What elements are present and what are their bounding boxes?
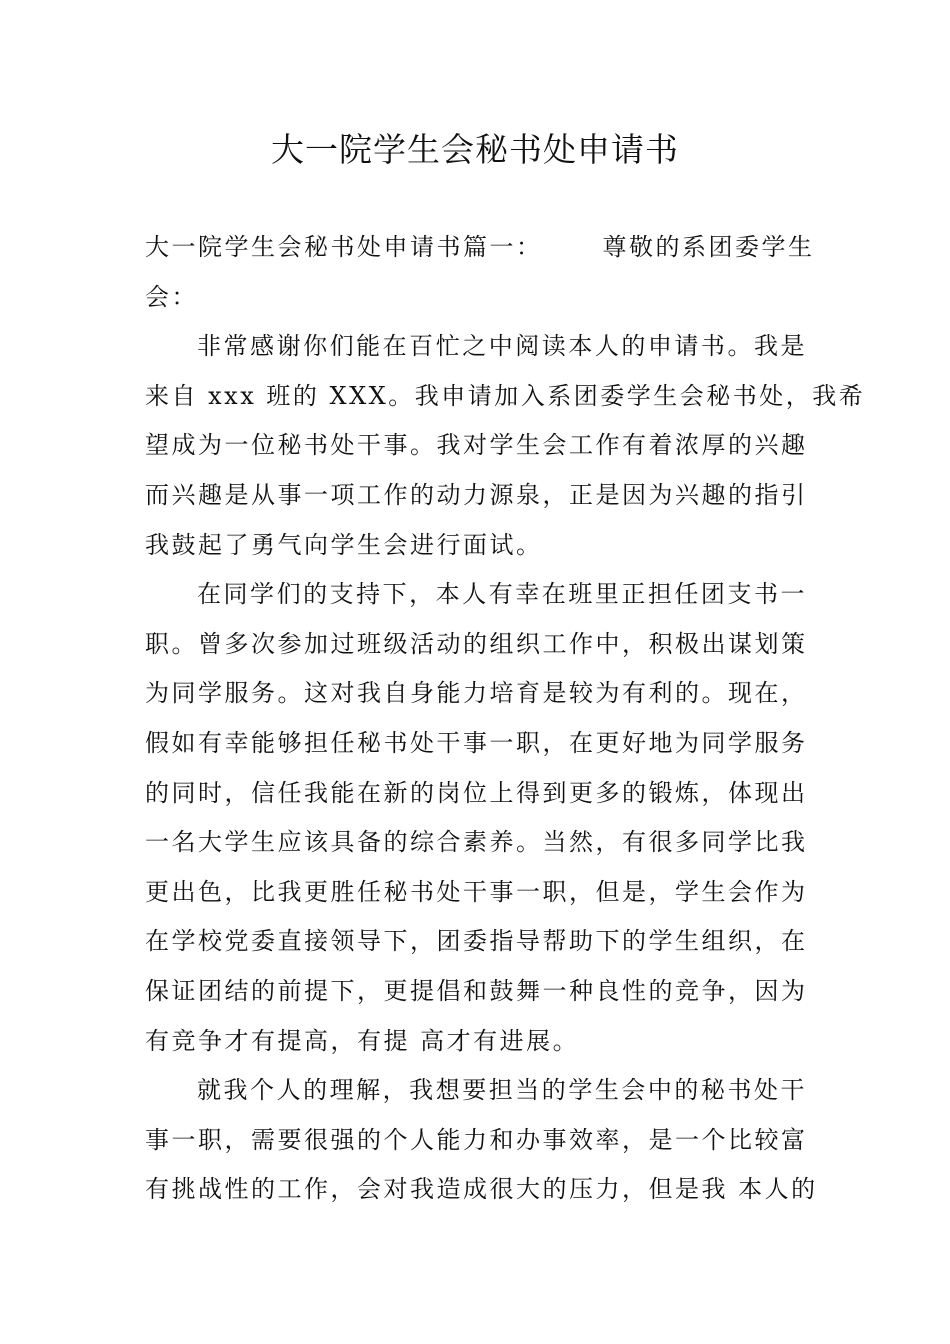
paragraph-line: 非常感谢你们能在百忙之中阅读本人的申请书。我是: [197, 332, 807, 361]
paragraph-line: 望成为一位秘书处干事。我对学生会工作有着浓厚的兴趣: [145, 431, 808, 460]
document-body: [145, 223, 866, 1215]
paragraph-line: 有挑战性的工作，会对我造成很大的压力，但是我 本人的: [145, 1175, 818, 1204]
paragraph-line: 职。曾多次参加过班级活动的组织工作中，积极出谋划策: [145, 629, 808, 658]
paragraph-line: 来自 xxx 班的 XXX。我申请加入系团委学生会秘书处，我希: [145, 381, 866, 410]
paragraph-line: 而兴趣是从事一项工作的动力源泉，正是因为兴趣的指引: [145, 480, 808, 509]
document-title: 大一院学生会秘书处申请书: [271, 130, 679, 169]
paragraph-line: 在学校党委直接领导下，团委指导帮助下的学生组织，在: [145, 927, 808, 956]
paragraph-line: 一名大学生应该具备的综合素养。当然，有很多同学比我: [145, 828, 808, 857]
paragraph-line: 保证团结的前提下，更提倡和鼓舞一种良性的竞争，因为: [145, 976, 808, 1005]
salutation-part1: 尊敬的系团委学生: [602, 233, 815, 261]
intro-line: [145, 223, 815, 273]
paragraph-line: 的同时，信任我能在新的岗位上得到更多的锻炼，体现出: [145, 778, 808, 807]
intro-heading: 大一院学生会秘书处申请书篇一：: [145, 233, 543, 261]
paragraph-line: 假如有幸能够担任秘书处干事一职，在更好地为同学服务: [145, 728, 808, 757]
paragraph-line: 有竞争才有提高，有提 高才有进展。: [145, 1026, 580, 1055]
paragraph-line: 我鼓起了勇气向学生会进行面试。: [145, 530, 543, 559]
salutation-part2: 会：: [145, 282, 198, 311]
paragraph-line: 更出色，比我更胜任秘书处干事一职，但是，学生会作为: [145, 877, 808, 906]
paragraph-line: 事一职，需要很强的个人能力和办事效率，是一个比较富: [145, 1125, 808, 1154]
paragraph-line: 就我个人的理解，我想要担当的学生会中的秘书处干: [197, 1076, 807, 1105]
paragraph-line: 为同学服务。这对我自身能力培育是较为有利的。现在，: [145, 679, 808, 708]
paragraph-line: 在同学们的支持下，本人有幸在班里正担任团支书一: [197, 580, 807, 609]
